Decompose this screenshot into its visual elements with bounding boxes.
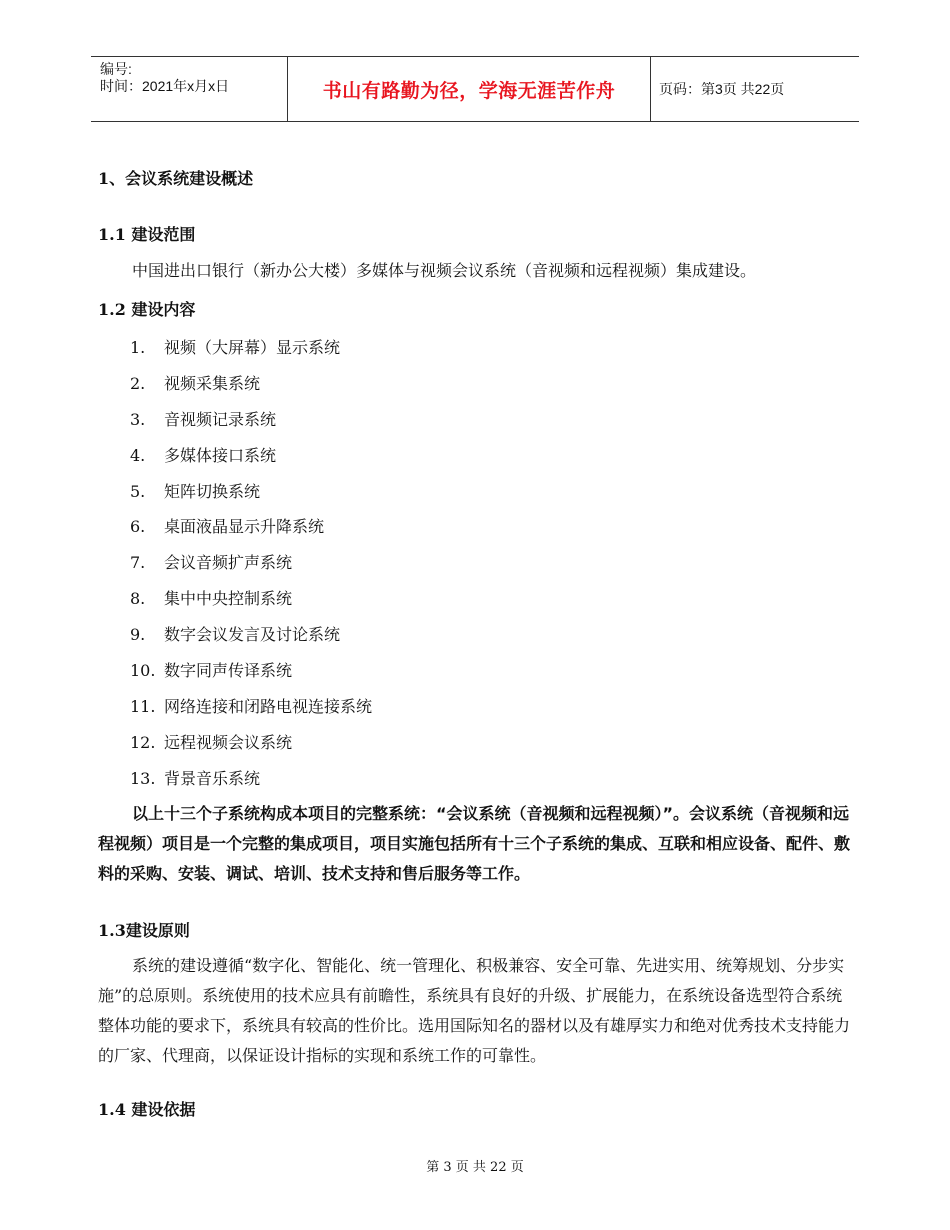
list-item — [130, 692, 372, 728]
header-page-info: 页码：第3页 共22页 — [659, 81, 785, 97]
paragraph-summary: 以上十三个子系统构成本项目的完整系统：“会议系统（音视频和远程视频）”。会议系统（音视频和远程视频）项目是一个完整的集成项目，项目实施包括所有十三个子系统的集成、互联和相应设备、配件、敷料的采购、安装、调试、培训、技术支持和售后服务等工作。 — [98, 804, 851, 883]
list-item-text: 多媒体接口系统 — [164, 445, 277, 465]
list-item-number: 8. — [130, 589, 146, 609]
content-list — [130, 333, 372, 800]
list-item — [130, 441, 372, 477]
list-item-text: 集中中央控制系统 — [164, 589, 293, 609]
paragraph-scope: 中国进出口银行（新办公大楼）多媒体与视频会议系统（音视频和远程视频）集成建设。 — [132, 261, 757, 280]
list-item-text: 数字同声传译系统 — [164, 661, 293, 681]
list-item-number: 1. — [130, 338, 146, 357]
heading-1-1: 1.1 建设范围 — [98, 225, 196, 244]
list-item — [130, 333, 372, 369]
list-item-text: 数字会议发言及讨论系统 — [164, 625, 341, 645]
list-item-text: 音视频记录系统 — [164, 409, 277, 429]
list-item-text: 视频采集系统 — [164, 373, 261, 393]
list-item-text: 桌面液晶显示升降系统 — [164, 517, 325, 537]
heading-1-3: 1.3建设原则 — [98, 921, 190, 940]
list-item-number: 12. — [130, 732, 156, 752]
list-item — [130, 620, 372, 656]
header-meta — [91, 57, 287, 121]
list-item-number: 2. — [130, 373, 146, 393]
list-item — [130, 405, 372, 441]
list-item-text: 会议音频扩声系统 — [164, 553, 293, 573]
list-item-text: 网络连接和闭路电视连接系统 — [164, 696, 373, 716]
list-item-number: 13. — [130, 768, 156, 788]
list-item — [130, 584, 372, 620]
list-item — [130, 512, 372, 548]
header-motto: 书山有路勤为径，学海无涯苦作舟 — [287, 57, 651, 121]
list-item-text: 视频（大屏幕）显示系统 — [164, 338, 341, 357]
list-item-text: 矩阵切换系统 — [164, 481, 261, 501]
list-item-text: 背景音乐系统 — [164, 768, 261, 788]
header-number-label: 编号: — [100, 61, 132, 77]
list-item — [130, 548, 372, 584]
header-time-label: 时间：2021年x月x日 — [100, 78, 230, 94]
list-item-text: 远程视频会议系统 — [164, 732, 293, 752]
list-item — [130, 369, 372, 405]
list-item-number: 7. — [130, 553, 146, 573]
page-footer: 第 3 页 共 22 页 — [426, 1160, 524, 1175]
list-item — [130, 656, 372, 692]
list-item-number: 4. — [130, 445, 146, 465]
list-item-number: 11. — [130, 696, 156, 716]
page-header — [91, 56, 859, 122]
section-title: 1、会议系统建设概述 — [98, 169, 254, 188]
list-item-number: 6. — [130, 517, 146, 537]
list-item — [130, 477, 372, 513]
list-item-number: 5. — [130, 481, 146, 501]
list-item — [130, 764, 372, 800]
heading-1-2: 1.2 建设内容 — [98, 300, 196, 319]
list-item-number: 9. — [130, 625, 146, 645]
list-item-number: 3. — [130, 409, 146, 429]
paragraph-principles: 系统的建设遵循“数字化、智能化、统一管理化、积极兼容、安全可靠、先进实用、统筹规划、分步实施”的总原则。系统使用的技术应具有前瞻性，系统具有良好的升级、扩展能力，在系统设备选型符合系统整体功能的要求下，系统具有较高的性价比。选用国际知名的器材以及有雄厚实力和绝对优秀技术支持能力的厂家、代理商，以保证设计指标的实现和系统工作的可靠性。 — [98, 956, 851, 1065]
heading-1-4: 1.4 建设依据 — [98, 1100, 196, 1119]
list-item-number: 10. — [130, 661, 156, 681]
list-item — [130, 728, 372, 764]
